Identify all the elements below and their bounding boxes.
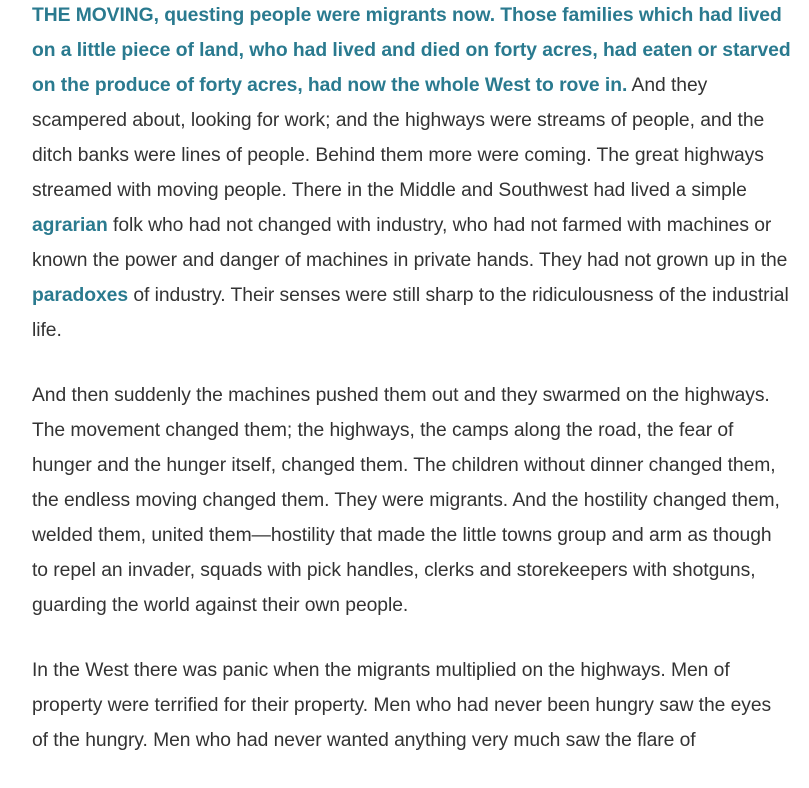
paragraph-3: In the West there was panic when the migrants multiplied on the highways. Men of property were terrified for their property. Men who had never been hungry saw the eyes of the hungry. Men who had never wanted anything very much saw the flare of <box>32 660 772 751</box>
paragraph-1-text-c: of industry. Their senses were still sharp to the ridiculousness of the industrial life. <box>32 285 789 341</box>
paragraph-1-text-b: folk who had not changed with industry, who had not farmed with machines or known the power and danger of machines in private hands. They had not grown up in the <box>32 215 788 271</box>
lead-sentence: THE MOVING, questing people were migrants now. Those families which had lived on a little piece of land, who had lived and died on forty acres, had eaten or starved on the produce of forty acres, had now the whole West to rove in. <box>32 5 791 96</box>
paragraph-2: And then suddenly the machines pushed them out and they swarmed on the highways. The movement changed them; the highways, the camps along the road, the fear of hunger and the hunger itself, changed them. The children without dinner changed them, the endless moving changed them. They were migrants. And the hostility changed them, welded them, united them—hostility that made the little towns group and arm as though to repel an invader, squads with pick handles, clerks and storekeepers with shotguns, guarding the world against their own people. <box>32 385 780 616</box>
article-body <box>32 0 792 788</box>
vocab-term-agrarian[interactable]: agrarian <box>32 215 108 236</box>
paragraph-1-text-a: And they scampered about, looking for work; and the highways were streams of people, and the ditch banks were lines of people. Behind them more were coming. The great highways streamed with moving people. There in the Middle and Southwest had lived a simple <box>32 75 765 201</box>
vocab-term-paradoxes[interactable]: paradoxes <box>32 285 129 306</box>
paragraph-1 <box>32 0 792 348</box>
